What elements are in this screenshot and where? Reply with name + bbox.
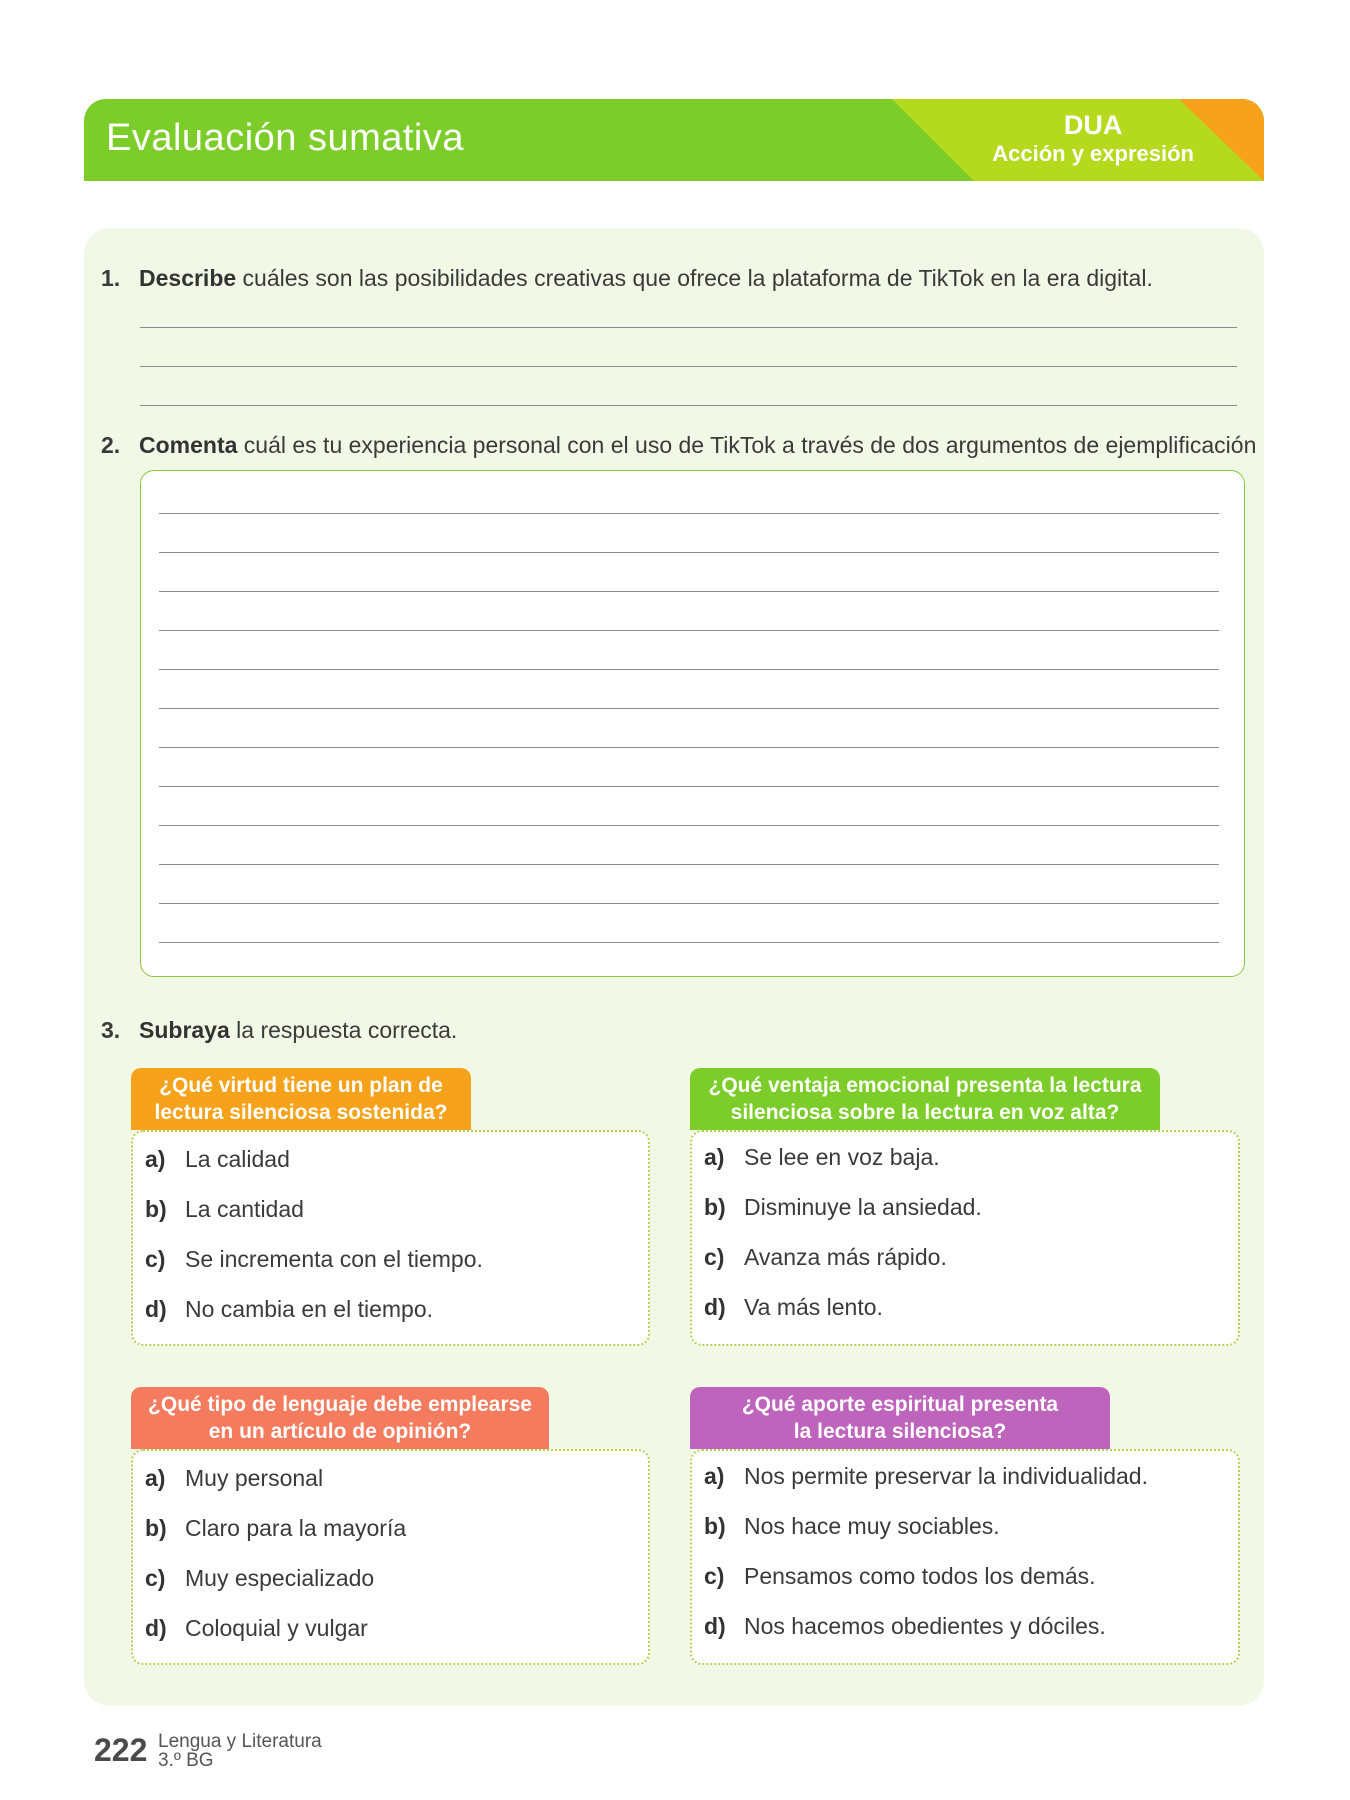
answer-line [159,747,1219,748]
option-letter: b) [145,1196,167,1222]
question-number: 2. [101,432,121,458]
answer-line [159,903,1219,904]
option-text: No cambia en el tiempo. [185,1296,434,1322]
option-text: Nos hace muy sociables. [744,1513,1000,1539]
option-text: La calidad [185,1146,290,1172]
option-item[interactable] [145,1296,433,1323]
answer-line[interactable] [140,366,1237,367]
option-text: Coloquial y vulgar [185,1615,368,1641]
answer-line[interactable] [140,327,1237,328]
question-number: 3. [101,1017,121,1043]
footer-label [158,1732,322,1770]
option-text: Nos permite preservar la individualidad. [744,1463,1148,1489]
question-text: la respuesta correcta. [229,1017,458,1043]
option-text: Disminuye la ansiedad. [744,1194,982,1220]
tab-title-line: ¿Qué aporte espiritual presenta [741,1393,1059,1416]
answer-line [159,669,1219,670]
option-item[interactable] [145,1515,406,1542]
option-item[interactable] [145,1565,374,1592]
option-text: Se incrementa con el tiempo. [185,1246,483,1272]
question-text: cuáles son las posibilidades creativas que ofrece la plataforma de TikTok en la era digital. [236,265,1153,291]
option-text: Muy especializado [185,1565,375,1591]
dua-subtitle: Acción y expresión [992,141,1194,167]
option-letter: a) [704,1144,725,1170]
options-box [690,1449,1240,1665]
header-banner [84,99,1264,181]
option-item[interactable] [145,1146,290,1173]
question-verb: Subraya [139,1017,230,1043]
option-letter: d) [704,1613,726,1639]
answer-line [159,786,1219,787]
question-tab [690,1068,1160,1130]
answer-line [159,708,1219,709]
question-tab [690,1387,1110,1449]
question-verb: Comenta [139,432,238,458]
option-item[interactable] [704,1563,1096,1590]
option-letter: b) [704,1194,726,1220]
answer-line [159,591,1219,592]
dua-label [992,110,1194,166]
answer-line[interactable] [140,405,1237,406]
option-letter: d) [145,1296,167,1322]
answer-line [159,864,1219,865]
option-item[interactable] [704,1244,947,1271]
option-item[interactable] [704,1194,982,1221]
option-letter: c) [145,1565,166,1591]
option-text: Va más lento. [744,1294,883,1320]
option-text: La cantidad [185,1196,304,1222]
option-letter: c) [704,1244,725,1270]
dua-title: DUA [1063,110,1123,140]
question-number: 1. [101,265,121,291]
option-item[interactable] [704,1144,940,1171]
answer-box[interactable] [140,470,1245,977]
tab-title-line: lectura silenciosa sostenida? [154,1101,448,1124]
question-1 [101,265,1153,292]
option-text: Pensamos como todos los demás. [744,1563,1096,1589]
option-letter: b) [704,1513,726,1539]
tab-title-line: en un artículo de opinión? [208,1420,472,1443]
option-text: Nos hacemos obedientes y dóciles. [744,1613,1106,1639]
question-verb: Describe [139,265,237,291]
options-box [131,1449,650,1665]
option-item[interactable] [704,1513,1000,1540]
option-letter: b) [145,1515,167,1541]
question-tab [131,1387,549,1449]
option-text: Claro para la mayoría [185,1515,407,1541]
tab-title-line: ¿Qué ventaja emocional presenta la lectura [708,1074,1142,1097]
options-box [690,1130,1240,1346]
answer-line [159,552,1219,553]
page-title: Evaluación sumativa [106,117,465,159]
option-text: Avanza más rápido. [744,1244,947,1270]
tab-title-line: ¿Qué virtud tiene un plan de [159,1074,443,1097]
question-3 [101,1017,457,1044]
option-item[interactable] [145,1196,304,1223]
option-item[interactable] [145,1615,368,1642]
question-text: cuál es tu experiencia personal con el uso de TikTok a través de dos argumentos de ejemplificación [237,432,1257,458]
answer-line [159,630,1219,631]
option-letter: c) [704,1563,725,1589]
option-letter: a) [145,1146,166,1172]
option-item[interactable] [704,1463,1148,1490]
option-item[interactable] [145,1246,483,1273]
question-2 [101,432,1256,459]
tab-title-line: la lectura silenciosa? [793,1420,1007,1443]
tab-title-line: silenciosa sobre la lectura en voz alta? [730,1101,1120,1124]
grade-label: 3.º BG [158,1750,214,1771]
option-letter: a) [704,1463,725,1489]
page-number: 222 [94,1732,148,1768]
option-item[interactable] [704,1613,1106,1640]
option-text: Se lee en voz baja. [744,1144,940,1170]
options-box [131,1130,650,1346]
option-text: Muy personal [185,1465,324,1491]
option-letter: c) [145,1246,166,1272]
question-tab [131,1068,471,1130]
answer-line [159,942,1219,943]
subject-name: Lengua y Literatura [158,1731,322,1752]
answer-line [159,513,1219,514]
tab-title-line: ¿Qué tipo de lenguaje debe emplearse [148,1393,532,1416]
option-letter: d) [704,1294,726,1320]
option-letter: a) [145,1465,166,1491]
option-letter: d) [145,1615,167,1641]
answer-line [159,825,1219,826]
option-item[interactable] [145,1465,323,1492]
option-item[interactable] [704,1294,883,1321]
